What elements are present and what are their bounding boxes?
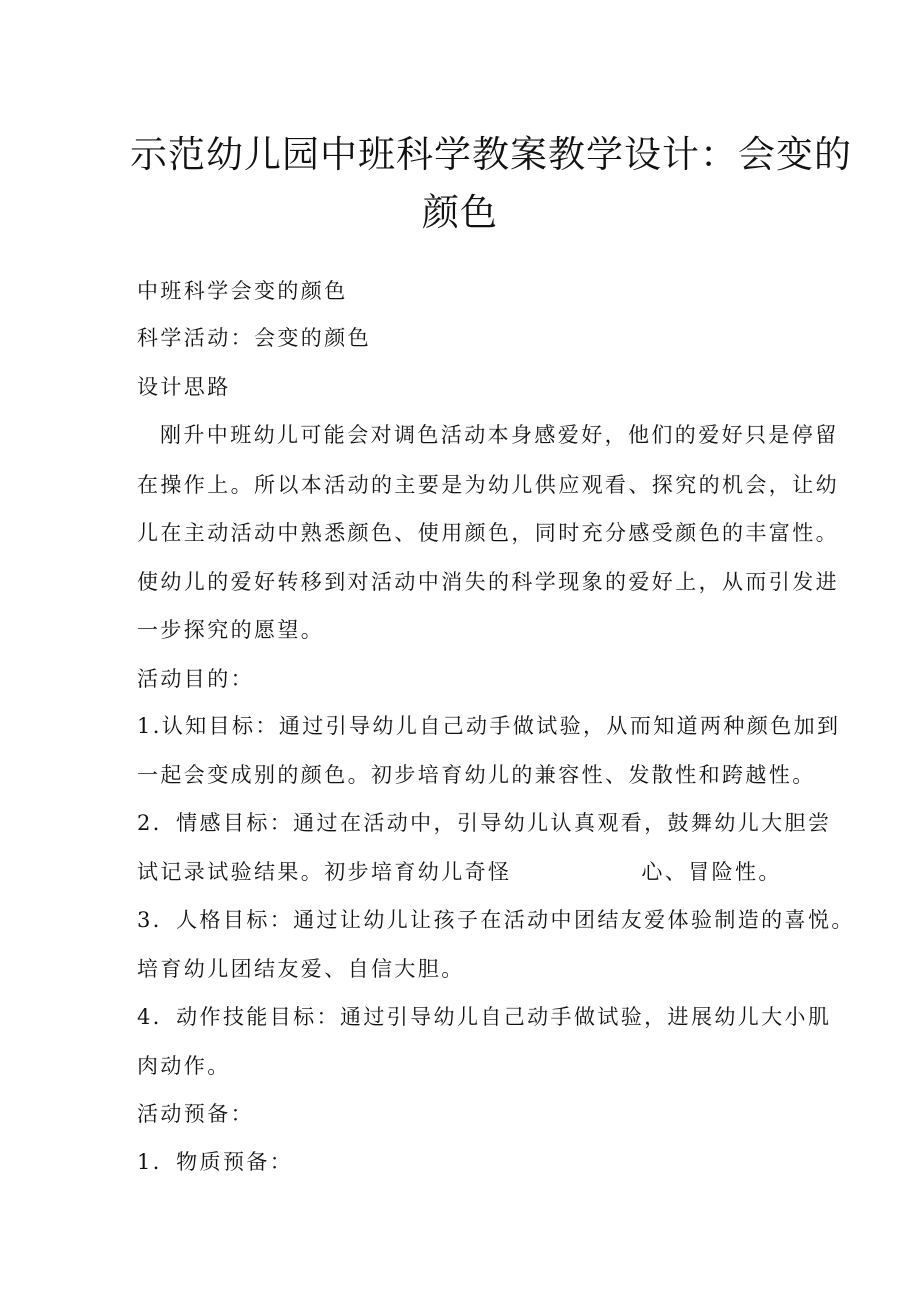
activity-name: 科学活动：会变的颜色 xyxy=(137,326,371,350)
objective-2-line-2-part-a: 试记录试验结果。初步培育幼儿奇怪 xyxy=(137,860,512,884)
objective-3-line-1: 3．人格目标：通过让幼儿让孩子在活动中团结友爱体验制造的喜悦。 xyxy=(137,908,855,932)
objective-4-line-1: 4．动作技能目标：通过引导幼儿自己动手做试验，进展幼儿大小肌 xyxy=(137,1005,832,1029)
preparation-item-1: 1．物质预备： xyxy=(137,1150,294,1174)
objective-3-line-2: 培育幼儿团结友爱、自信大胆。 xyxy=(137,957,465,981)
objective-1-line-1: 1.认知目标：通过引导幼儿自己动手做试验，从而知道两种颜色加到 xyxy=(137,714,841,738)
design-paragraph-line: 一步探究的愿望。 xyxy=(137,618,325,642)
design-paragraph-line: 使幼儿的爱好转移到对活动中消失的科学现象的爱好上，从而引发进 xyxy=(137,570,839,594)
document-title-line-2: 颜色 xyxy=(422,191,498,234)
objectives-heading: 活动目的： xyxy=(137,667,254,691)
design-idea-heading: 设计思路 xyxy=(137,375,231,399)
design-paragraph-line: 在操作上。所以本活动的主要是为幼儿供应观看、探究的机会，让幼 xyxy=(137,473,839,497)
objective-4-line-2: 肉动作。 xyxy=(137,1054,231,1078)
design-paragraph-line: 儿在主动活动中熟悉颜色、使用颜色，同时充分感受颜色的丰富性。 xyxy=(137,521,839,545)
design-paragraph-line: 刚升中班幼儿可能会对调色活动本身感爱好，他们的爱好只是停留 xyxy=(160,423,839,447)
subtitle: 中班科学会变的颜色 xyxy=(137,279,348,303)
objective-2-line-2 xyxy=(137,862,782,883)
objective-2-line-1: 2．情感目标：通过在活动中，引导幼儿认真观看，鼓舞幼儿大胆尝 xyxy=(137,811,832,835)
objective-1-line-2: 一起会变成别的颜色。初步培育幼儿的兼容性、发散性和跨越性。 xyxy=(137,763,816,787)
preparation-heading: 活动预备： xyxy=(137,1102,254,1126)
document-title-line-1: 示范幼儿园中班科学教案教学设计：会变的 xyxy=(130,133,852,176)
objective-2-line-2-part-b: 心、冒险性。 xyxy=(641,860,782,884)
